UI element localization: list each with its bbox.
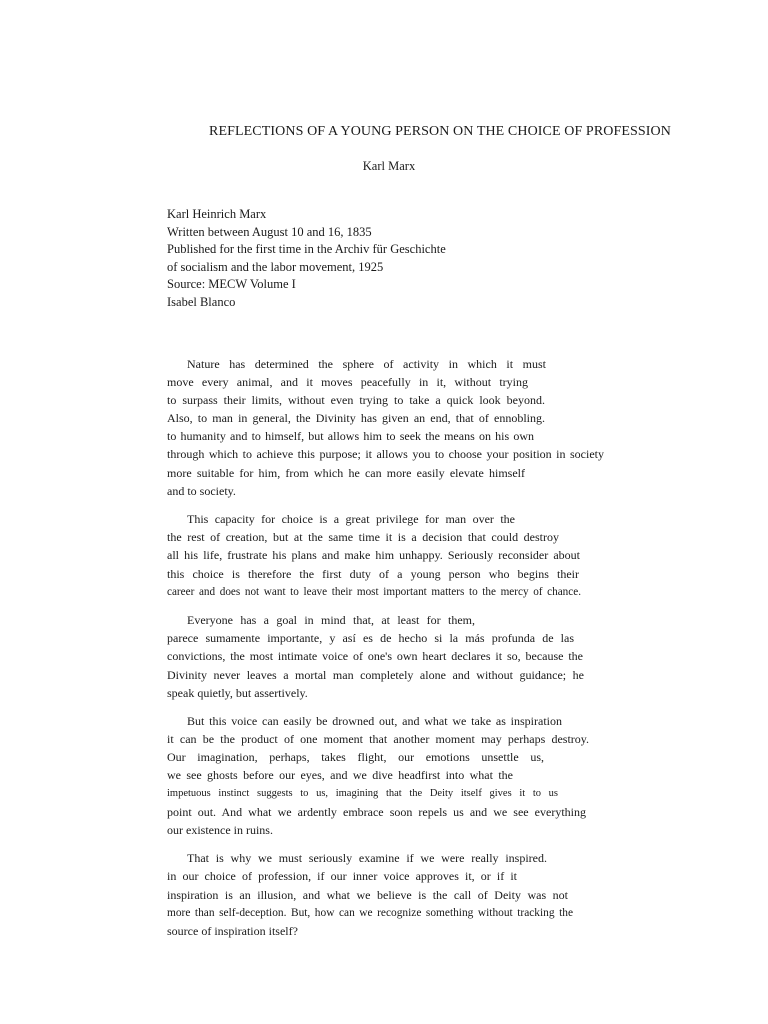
text-line: more than self-deception. But, how can we recognize something without tracking the bbox=[167, 906, 573, 919]
text-line: move every animal, and it moves peacefully in it, without trying bbox=[167, 375, 528, 390]
metadata-line: Written between August 10 and 16, 1835 bbox=[167, 224, 372, 239]
text-line: our existence in ruins. bbox=[167, 822, 273, 837]
text-line: speak quietly, but assertively. bbox=[167, 685, 308, 700]
text-line: parece sumamente importante, y así es de hecho si la más profunda de las bbox=[167, 631, 574, 646]
text-line: the rest of creation, but at the same time it is a decision that could destroy bbox=[167, 530, 559, 545]
paragraph bbox=[167, 849, 607, 939]
text-line: through which to achieve this purpose; it allows you to choose your position in society bbox=[167, 447, 604, 462]
text-line: in our choice of profession, if our inner voice approves it, or if it bbox=[167, 869, 517, 884]
text-line: inspiration is an illusion, and what we believe is the call of Deity was not bbox=[167, 887, 568, 902]
paragraph bbox=[167, 355, 607, 500]
text-line: more suitable for him, from which he can more easily elevate himself bbox=[167, 465, 525, 480]
metadata-line: Source: MECW Volume I bbox=[167, 277, 296, 291]
text-line: to humanity and to himself, but allows him to seek the means on his own bbox=[167, 429, 534, 444]
document-title: REFLECTIONS OF A YOUNG PERSON ON THE CHOICE OF PROFESSION bbox=[209, 124, 671, 139]
text-line: source of inspiration itself? bbox=[167, 923, 298, 938]
text-line: Divinity never leaves a mortal man completely alone and without guidance; he bbox=[167, 667, 584, 682]
paragraph bbox=[167, 712, 607, 839]
text-line: all his life, frustrate his plans and make him unhappy. Seriously reconsider about bbox=[167, 548, 580, 563]
text-line: This capacity for choice is a great privilege for man over the bbox=[187, 512, 515, 527]
text-line: to surpass their limits, without even trying to take a quick look beyond. bbox=[167, 393, 545, 408]
text-line: impetuous instinct suggests to us, imagining that the Deity itself gives it to us bbox=[167, 787, 558, 799]
text-line: we see ghosts before our eyes, and we dive headfirst into what the bbox=[167, 768, 513, 783]
text-line: convictions, the most intimate voice of one's own heart declares it so, because the bbox=[167, 649, 583, 664]
text-line: it can be the product of one moment that another moment may perhaps destroy. bbox=[167, 732, 589, 747]
text-line: career and does not want to leave their most important matters to the mercy of chance. bbox=[167, 585, 581, 598]
text-line: That is why we must seriously examine if we were really inspired. bbox=[187, 851, 547, 866]
document-body bbox=[167, 355, 607, 950]
text-line: Also, to man in general, the Divinity has given an end, that of ennobling. bbox=[167, 411, 545, 426]
text-line: point out. And what we ardently embrace soon repels us and we see everything bbox=[167, 804, 586, 819]
document-author: Karl Marx bbox=[362, 159, 416, 173]
metadata-line: Karl Heinrich Marx bbox=[167, 207, 267, 221]
text-line: Nature has determined the sphere of activity in which it must bbox=[187, 357, 546, 371]
paragraph bbox=[167, 611, 607, 701]
text-line: But this voice can easily be drowned out, and what we take as inspiration bbox=[187, 714, 562, 729]
text-line: Everyone has a goal in mind that, at least for them, bbox=[187, 613, 475, 628]
text-line: Our imagination, perhaps, takes flight, our emotions unsettle us, bbox=[167, 750, 544, 765]
metadata-line: of socialism and the labor movement, 1925 bbox=[167, 259, 384, 274]
document-metadata bbox=[167, 206, 446, 311]
text-line: this choice is therefore the first duty of a young person who begins their bbox=[167, 566, 579, 581]
paragraph bbox=[167, 510, 607, 600]
metadata-line: Published for the first time in the Archiv für Geschichte bbox=[167, 242, 446, 256]
text-line: and to society. bbox=[167, 483, 236, 498]
metadata-line: Isabel Blanco bbox=[167, 294, 236, 309]
